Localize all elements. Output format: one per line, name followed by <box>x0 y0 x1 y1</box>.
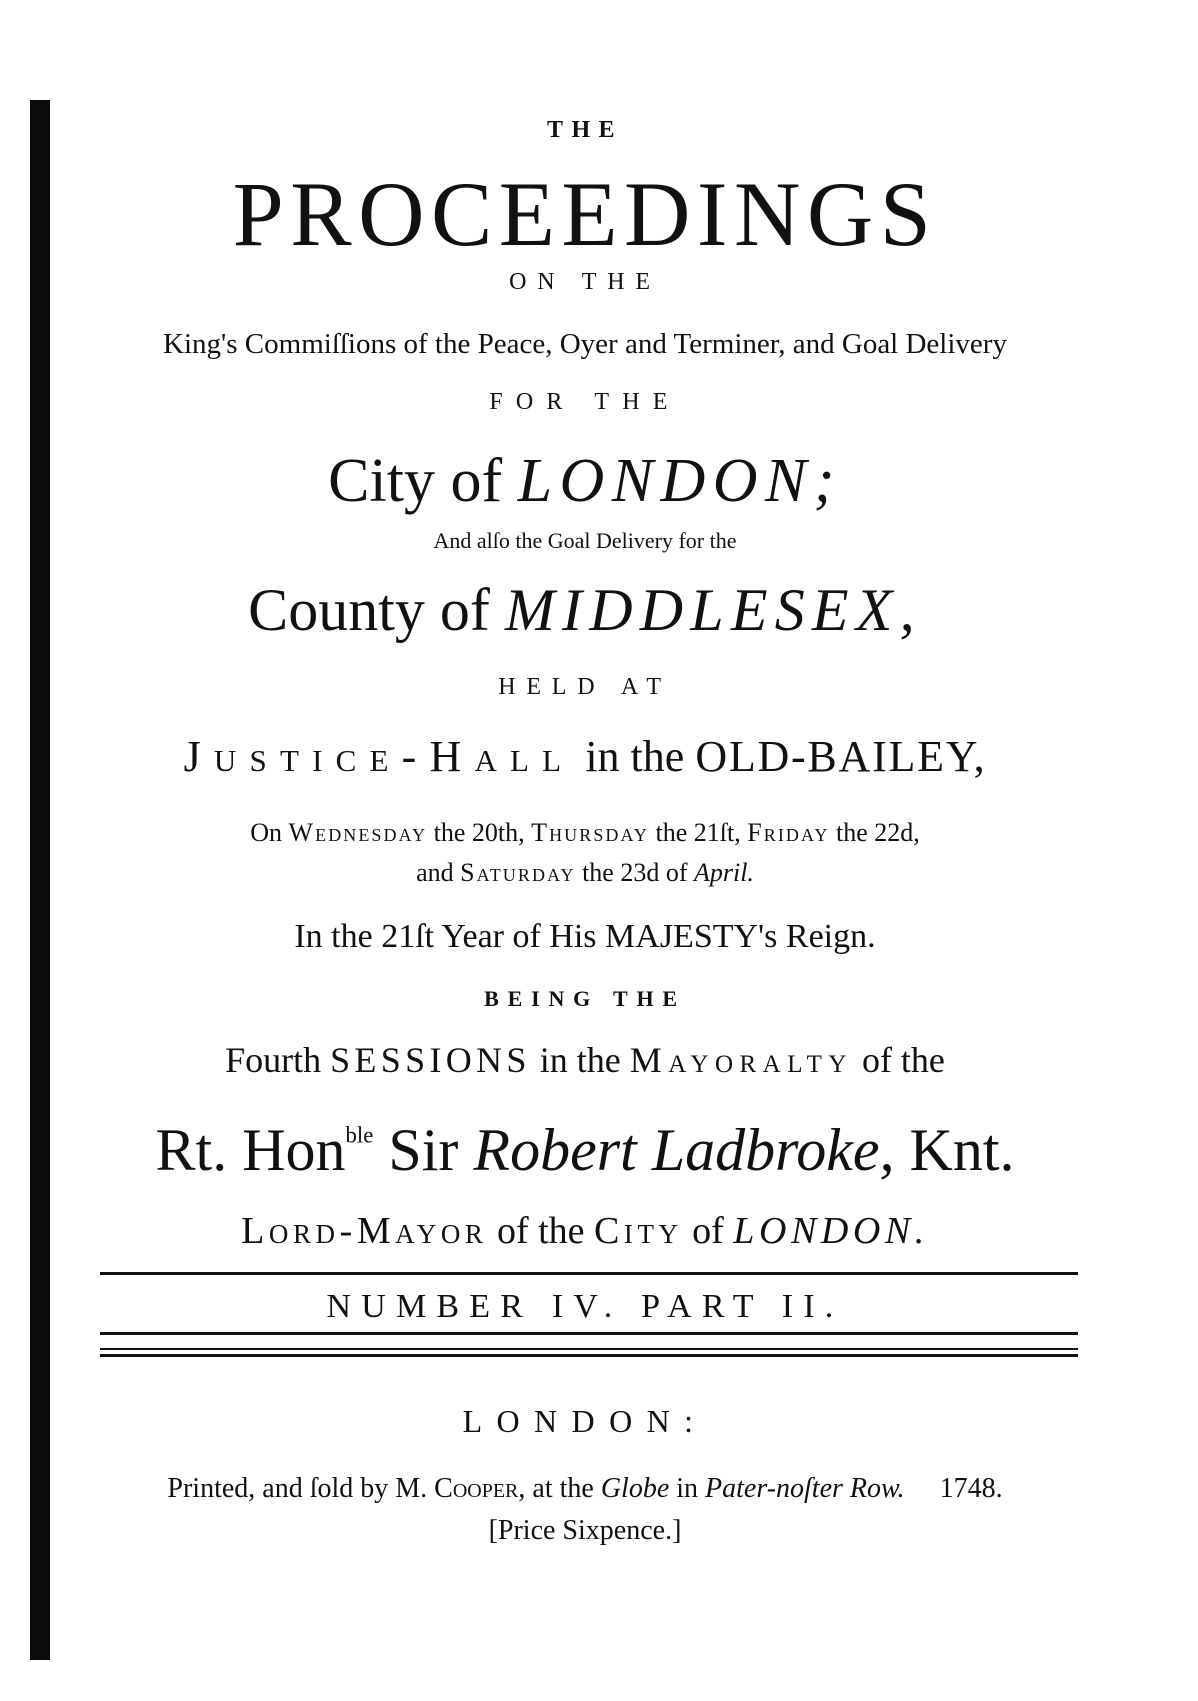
number-part-line: NUMBER IV. PART II. <box>326 1288 844 1325</box>
saturday-word: Saturday <box>460 858 576 887</box>
of-word: of <box>692 1210 724 1252</box>
middlesex-word: MIDDLESEX, <box>504 577 922 643</box>
rule-top <box>100 1272 1078 1275</box>
rule-middle <box>100 1332 1078 1335</box>
heading-held-at: HELD AT <box>498 674 672 700</box>
justice-hall-line <box>80 732 1090 781</box>
heading-the: THE <box>547 117 623 143</box>
binding-edge <box>30 100 50 1660</box>
of-the-word: of the <box>496 1210 585 1252</box>
main-title: PROCEEDINGS <box>232 163 938 265</box>
friday-word: Friday <box>747 818 830 847</box>
at-the-word: at the <box>532 1473 594 1504</box>
heading-on-the: ON THE <box>509 269 661 295</box>
of-the-word: of the <box>861 1040 945 1080</box>
of-word: of <box>439 577 490 643</box>
session-days-line-1 <box>80 820 1090 846</box>
rule-bottom <box>100 1354 1078 1357</box>
in-the-word: in the <box>539 1040 621 1080</box>
sessions-word: SESSIONS <box>330 1040 531 1080</box>
county-word: County <box>248 577 425 643</box>
on-word: On <box>250 818 282 847</box>
knt-word: Knt. <box>909 1117 1015 1183</box>
justice-hall-word: Justice-Hall <box>183 732 575 781</box>
lord-mayor-word: Lord-Mayor <box>241 1210 488 1252</box>
printed-text: Printed, and ſold by M. <box>167 1473 428 1504</box>
sir-word: Sir <box>388 1117 459 1183</box>
session-days-line-2 <box>80 860 1090 886</box>
lord-mayor-line <box>80 1212 1090 1250</box>
price-line: [Price Sixpence.] <box>488 1515 682 1546</box>
wednesday-word: Wednesday <box>288 818 428 847</box>
april-word: April. <box>693 858 754 887</box>
heading-for-the: FOR THE <box>489 389 681 415</box>
date-20th: the 20th, <box>433 818 525 847</box>
mayoralty-word: Mayoralty <box>629 1040 853 1080</box>
date-21st: the 21ſt, <box>655 818 741 847</box>
pater-noster-row: Pater-noſter Row. <box>705 1473 905 1504</box>
london-word: LONDON; <box>517 447 842 515</box>
fourth-word: Fourth <box>225 1040 322 1080</box>
globe-word: Globe <box>600 1473 670 1504</box>
cooper-word: Cooper, <box>434 1473 526 1504</box>
old-bailey-word: OLD-BAILEY, <box>695 732 987 781</box>
imprint-year: 1748. <box>939 1473 1003 1504</box>
london-word: LONDON. <box>733 1210 929 1252</box>
of-word: of <box>450 447 503 515</box>
lord-mayor-name-line <box>80 1117 1090 1183</box>
city-word: City <box>328 447 435 515</box>
county-of-middlesex-line <box>80 577 1090 643</box>
thursday-word: Thursday <box>531 818 649 847</box>
in-the-word: in the <box>585 732 685 781</box>
sessions-line <box>80 1042 1090 1078</box>
city-of-london-line <box>80 447 1090 515</box>
commissions-line: King's Commiſſions of the Peace, Oyer and Terminer, and Goal Delivery <box>163 328 1007 360</box>
in-word: in <box>676 1473 699 1504</box>
date-22d: the 22d, <box>836 818 920 847</box>
imprint-printer-line <box>80 1475 1090 1503</box>
imprint-london: LONDON: <box>462 1403 708 1439</box>
mayor-name: Robert Ladbroke, <box>473 1117 895 1183</box>
heading-being-the: BEING THE <box>484 986 686 1011</box>
rt-hon-word: Rt. Hon <box>155 1117 346 1183</box>
city-word: City <box>594 1210 683 1252</box>
ble-superscript: ble <box>345 1122 374 1148</box>
rule-bottom-thin <box>100 1348 1078 1350</box>
date-23d: the 23d of <box>582 858 688 887</box>
reign-year-line: In the 21ſt Year of His MAJESTY's Reign. <box>294 918 876 955</box>
goal-delivery-line: And alſo the Goal Delivery for the <box>433 528 737 553</box>
and-word: and <box>416 858 454 887</box>
